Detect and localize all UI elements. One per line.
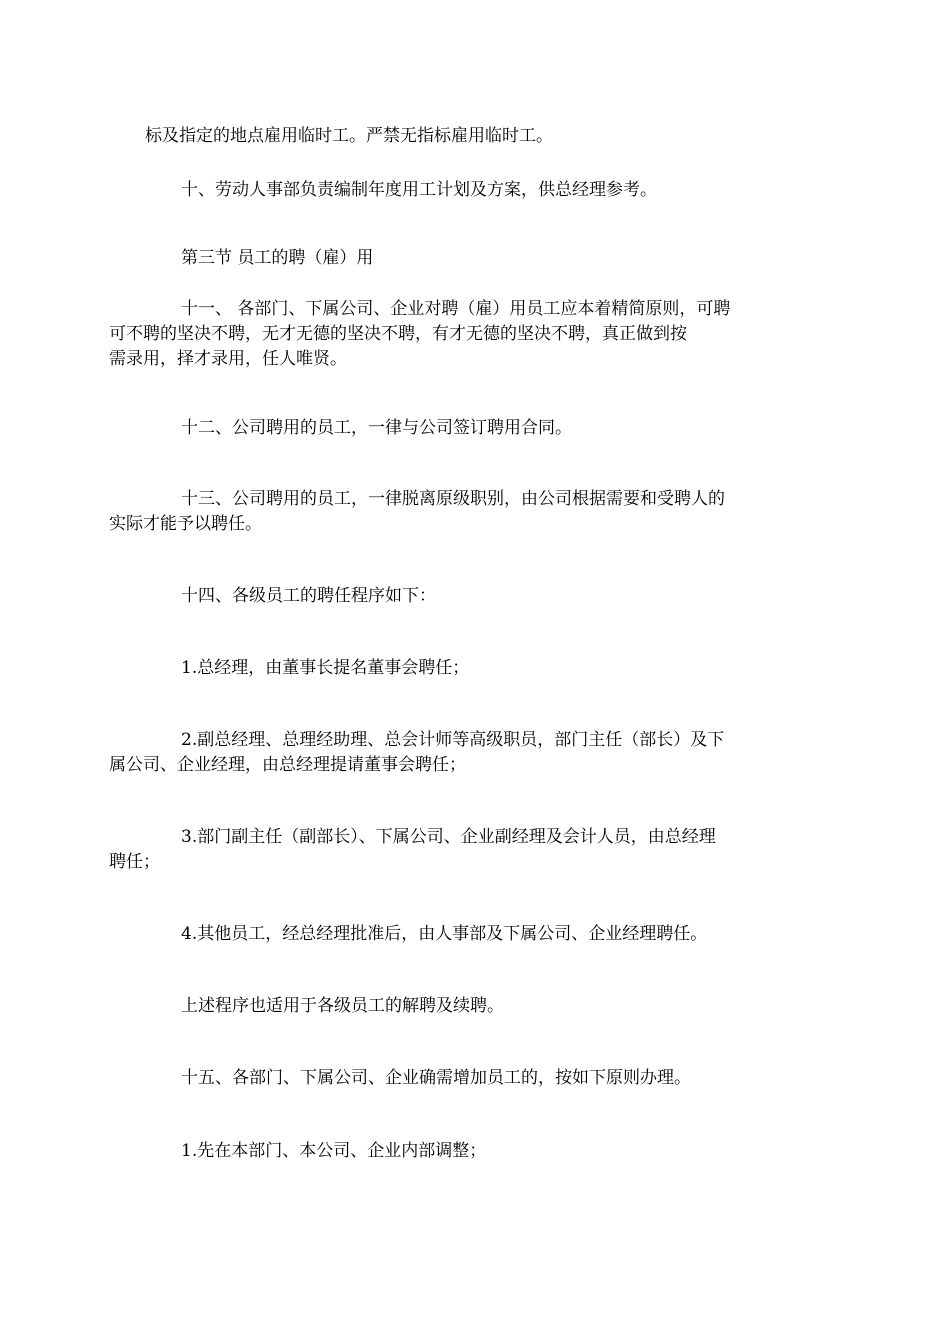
text-line: 2.副总经理、总理经助理、总会计师等高级职员，部门主任（部长）及下 — [181, 730, 725, 750]
paragraph-clause-11 — [109, 297, 805, 372]
text-line: 十四、各级员工的聘任程序如下： — [181, 586, 436, 606]
text-line: 十五、各部门、下属公司、企业确需增加员工的，按如下原则办理。 — [181, 1068, 691, 1088]
text-line: 聘任； — [109, 852, 160, 872]
paragraph-clause-14 — [145, 584, 805, 609]
paragraph-continuation — [145, 124, 805, 149]
paragraph-note — [145, 994, 805, 1019]
text-line: 4.其他员工，经总经理批准后，由人事部及下属公司、企业经理聘任。 — [181, 924, 708, 944]
text-line: 可不聘的坚决不聘，无才无德的坚决不聘，有才无德的坚决不聘，真正做到按 — [109, 324, 687, 344]
paragraph-sub-item-1 — [145, 1139, 805, 1164]
text-line: 十三、公司聘用的员工，一律脱离原级职别，由公司根据需要和受聘人的 — [181, 489, 725, 509]
paragraph-clause-10 — [145, 178, 805, 203]
paragraph-item-3 — [109, 825, 805, 875]
paragraph-clause-15 — [145, 1066, 805, 1091]
text-line: 3.部门副主任（副部长）、下属公司、企业副经理及会计人员，由总经理 — [181, 827, 716, 847]
section-heading — [145, 246, 805, 271]
paragraph-item-2 — [109, 728, 805, 778]
paragraph-item-4 — [145, 922, 805, 947]
text-line: 十一、 各部门、下属公司、企业对聘（雇）用员工应本着精简原则，可聘 — [181, 299, 731, 319]
text-line: 属公司、企业经理，由总经理提请董事会聘任； — [109, 755, 466, 775]
paragraph-item-1 — [145, 656, 805, 681]
text-line: 1.总经理，由董事长提名董事会聘任； — [181, 658, 470, 678]
paragraph-clause-12 — [145, 416, 805, 441]
text-line: 上述程序也适用于各级员工的解聘及续聘。 — [181, 996, 504, 1016]
text-line: 需录用，择才录用，任人唯贤。 — [109, 349, 347, 369]
paragraph-clause-13 — [109, 487, 805, 537]
text-line: 1.先在本部门、本公司、企业内部调整； — [181, 1141, 487, 1161]
text-line: 第三节 员工的聘（雇）用 — [181, 248, 374, 268]
text-line: 标及指定的地点雇用临时工。严禁无指标雇用临时工。 — [145, 126, 553, 146]
text-line: 实际才能予以聘任。 — [109, 514, 262, 534]
text-line: 十二、公司聘用的员工，一律与公司签订聘用合同。 — [181, 418, 572, 438]
text-line: 十、劳动人事部负责编制年度用工计划及方案，供总经理参考。 — [181, 180, 657, 200]
